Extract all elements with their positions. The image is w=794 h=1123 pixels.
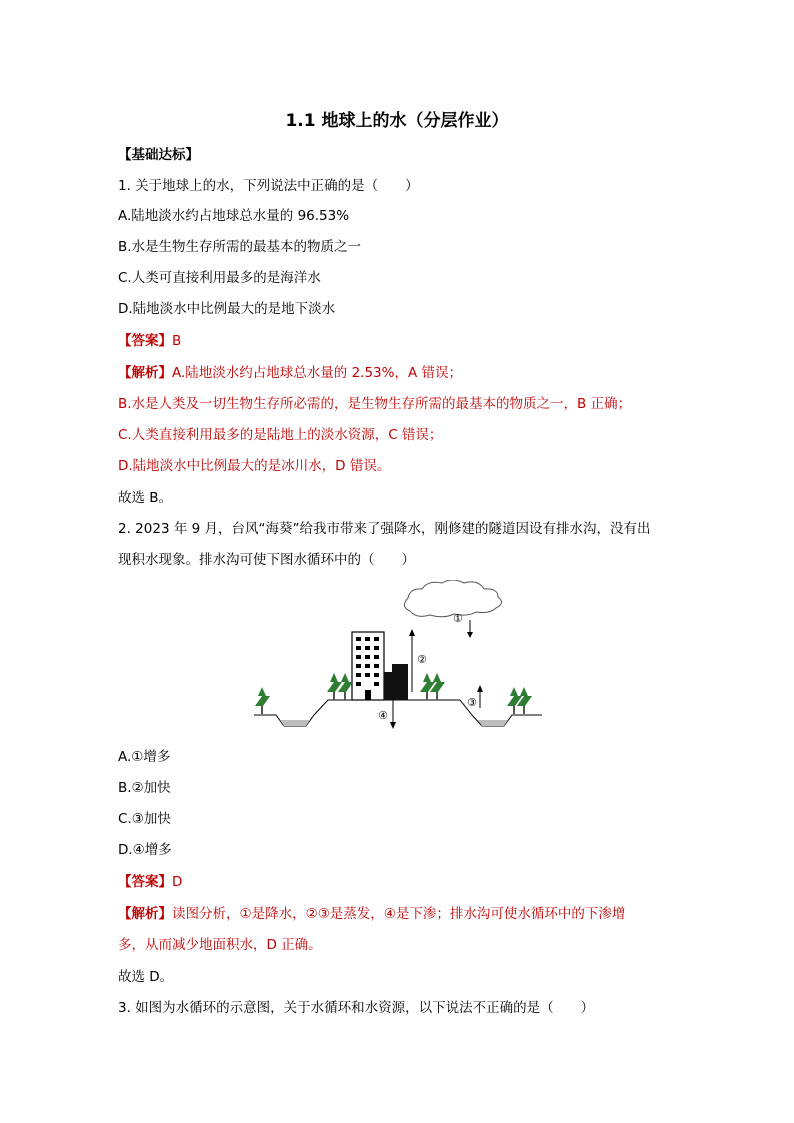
label-4: ④ [378,709,388,722]
q1-stem: 1. 关于地球上的水，下列说法中正确的是（ ） [118,178,419,194]
section-heading: 【基础达标】 [118,147,199,163]
dark-building-icon [384,664,408,700]
q2-stem-line-2: 现积水现象。排水沟可使下图水循环中的（ ） [118,552,415,568]
q2-answer [118,873,182,891]
tree-icon-1 [255,687,270,714]
q2-analysis-text-1: 读图分析，①是降水，②③是蒸发，④是下渗；排水沟可使水循环中的下渗增 [172,906,626,922]
label-3: ③ [467,696,477,709]
q2-analysis-line-1 [118,905,625,923]
q1-option-b: B.水是生物生存所需的最基本的物质之一 [118,239,362,255]
q1-answer-value: B [172,333,182,349]
q2-answer-label: 【答案】 [118,874,172,890]
q3-stem: 3. 如图为水循环的示意图，关于水循环和水资源，以下说法不正确的是（ ） [118,1000,595,1016]
q1-analysis-line-2: B.水是人类及一切生物生存所必需的，是生物生存所需的最基本的物质之一，B 正确； [118,396,632,412]
q2-answer-value: D [172,874,183,890]
q1-option-c: C.人类可直接利用最多的是海洋水 [118,270,321,286]
page-title: 1.1 地球上的水（分层作业） [285,111,509,131]
tree-icon-3 [338,673,353,700]
q2-analysis-line-2: 多，从而减少地面积水，D 正确。 [118,937,322,953]
tree-icon-7 [517,687,532,714]
q2-option-d: D.④增多 [118,842,172,858]
q2-stem-line-1: 2. 2023 年 9 月，台风“海葵”给我市带来了强降水，刚修建的隧道因设有排水沟，没有出 [118,521,651,537]
q1-analysis-label: 【解析】 [118,365,172,381]
q1-answer-label: 【答案】 [118,333,172,349]
q1-option-d: D.陆地淡水中比例最大的是地下淡水 [118,301,336,317]
q2-conclusion: 故选 D。 [118,969,174,985]
q1-analysis-text-1: A.陆地淡水约占地球总水量的 2.53%，A 错误； [172,365,462,381]
tree-icon-5 [430,673,445,700]
q1-conclusion: 故选 B。 [118,490,173,506]
q1-option-a: A.陆地淡水约占地球总水量的 96.53% [118,208,350,224]
q1-analysis-line-4: D.陆地淡水中比例最大的是冰川水，D 错误。 [118,458,391,474]
q1-analysis-line-3: C.人类直接利用最多的是陆地上的淡水资源，C 错误； [118,427,443,443]
label-1: ① [453,612,463,625]
tree-icon-2 [327,673,342,700]
tree-icon-4 [420,673,435,700]
water-cycle-figure [250,580,545,730]
q1-answer [118,332,181,350]
q2-analysis-label: 【解析】 [118,906,172,922]
q2-option-a: A.①增多 [118,749,171,765]
q2-option-c: C.③加快 [118,811,171,827]
q1-analysis-line-1 [118,364,462,382]
label-2: ② [417,653,427,666]
tree-icon-6 [507,687,522,714]
q2-option-b: B.②加快 [118,780,171,796]
